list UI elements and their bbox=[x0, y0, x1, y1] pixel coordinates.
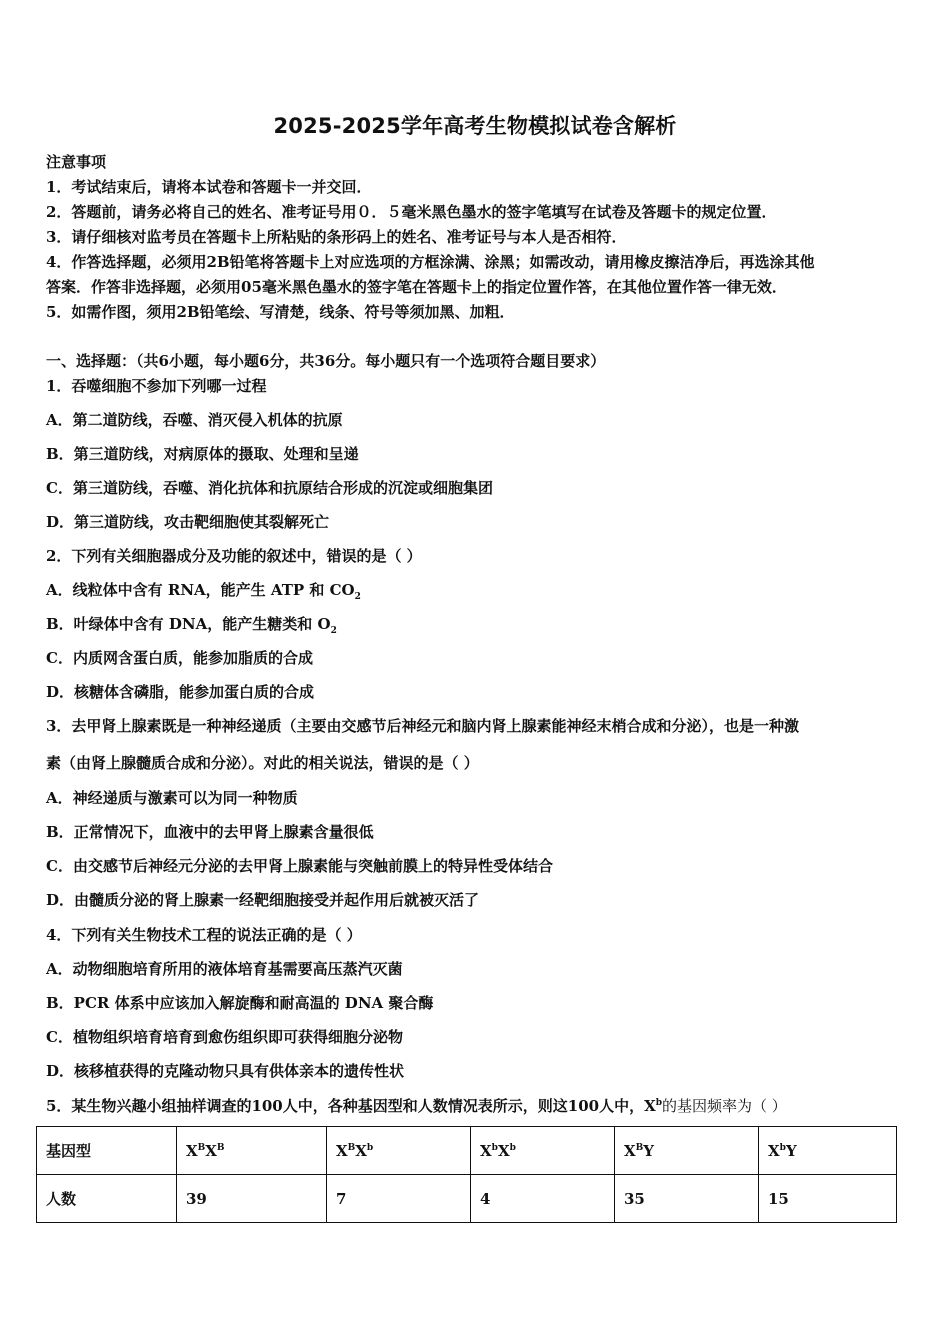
count-cell: 39 bbox=[177, 1175, 327, 1223]
question-3-option-d: D．由髓质分泌的肾上腺素一经靶细胞接受并起作用后就被灭活了 bbox=[46, 891, 480, 909]
note-item: 答案．作答非选择题，必须用05毫米黑色墨水的签字笔在答题卡上的指定位置作答，在其他位置作答一律无效． bbox=[46, 278, 787, 296]
note-item: 4．作答选择题，必须用2B铅笔将答题卡上对应选项的方框涂满、涂黑；如需改动，请用橡皮擦洁净后，再选涂其他 bbox=[46, 253, 815, 271]
question-1-option-d: D．第三道防线，攻击靶细胞使其裂解死亡 bbox=[46, 513, 330, 531]
question-3-option-c: C．由交感节后神经元分泌的去甲肾上腺素能与突触前膜上的特异性受体结合 bbox=[46, 857, 553, 875]
option-text: B．叶绿体中含有 DNA，能产生糖类和 O bbox=[46, 615, 331, 633]
option-text: A．线粒体中含有 RNA，能产生 ATP 和 CO bbox=[46, 581, 355, 599]
question-2-stem: 2．下列有关细胞器成分及功能的叙述中，错误的是（ ） bbox=[46, 547, 422, 565]
subscript: 2 bbox=[330, 626, 337, 636]
question-4-option-b: B．PCR 体系中应该加入解旋酶和耐高温的 DNA 聚合酶 bbox=[46, 994, 434, 1012]
question-1-stem: 1．吞噬细胞不参加下列哪一过程 bbox=[46, 377, 267, 395]
question-2-option-b bbox=[46, 614, 337, 634]
question-5-stem bbox=[46, 1096, 787, 1116]
table-row bbox=[37, 1175, 897, 1223]
genotype-cell: $X^BX^B$ bbox=[177, 1127, 327, 1175]
section-heading: 一、选择题：（共6小题，每小题6分，共36分。每小题只有一个选项符合题目要求） bbox=[46, 352, 606, 370]
page-title: 2025-2025学年高考生物模拟试卷含解析 bbox=[273, 114, 677, 138]
table-row bbox=[37, 1127, 897, 1175]
count-cell: 4 bbox=[471, 1175, 615, 1223]
question-1-option-a: A．第二道防线，吞噬、消灭侵入机体的抗原 bbox=[46, 411, 343, 429]
question-4-stem: 4．下列有关生物技术工程的说法正确的是（ ） bbox=[46, 926, 362, 944]
genotype-cell: $X^bX^b$ bbox=[471, 1127, 615, 1175]
stem-text: 的基因频率为（ ） bbox=[662, 1097, 787, 1115]
question-2-option-c: C．内质网含蛋白质，能参加脂质的合成 bbox=[46, 649, 313, 667]
question-4-option-d: D．核移植获得的克隆动物只具有供体亲本的遗传性状 bbox=[46, 1062, 405, 1080]
question-1-option-c: C．第三道防线，吞噬、消化抗体和抗原结合形成的沉淀或细胞集团 bbox=[46, 479, 493, 497]
question-3-option-b: B．正常情况下，血液中的去甲肾上腺素含量很低 bbox=[46, 823, 374, 841]
notes-heading: 注意事项 bbox=[46, 153, 107, 171]
genotype-cell: $X^bY$ bbox=[759, 1127, 897, 1175]
question-1-option-b: B．第三道防线，对病原体的摄取、处理和呈递 bbox=[46, 445, 359, 463]
genotype-cell: $X^BY$ bbox=[615, 1127, 759, 1175]
note-item: 3．请仔细核对监考员在答题卡上所粘贴的条形码上的姓名、准考证号与本人是否相符． bbox=[46, 228, 627, 246]
subscript: 2 bbox=[354, 592, 361, 602]
note-item: 1．考试结束后，请将本试卷和答题卡一并交回． bbox=[46, 178, 372, 196]
count-cell: 15 bbox=[759, 1175, 897, 1223]
stem-text: 5．某生物兴趣小组抽样调查的100人中，各种基因型和人数情况表所示，则这100人中，X bbox=[46, 1097, 656, 1115]
genotype-cell: $X^BX^b$ bbox=[327, 1127, 471, 1175]
question-4-option-c: C．植物组织培育培育到愈伤组织即可获得细胞分泌物 bbox=[46, 1028, 403, 1046]
question-3-stem-line1: 3．去甲肾上腺素既是一种神经递质（主要由交感节后神经元和脑内肾上腺素能神经末梢合成和分泌），也是一种激 bbox=[46, 717, 799, 735]
question-2-option-a bbox=[46, 580, 361, 600]
question-3-stem-line2: 素（由肾上腺髓质合成和分泌）。对此的相关说法，错误的是（ ） bbox=[46, 754, 479, 772]
note-item: 2．答题前，请务必将自己的姓名、准考证号用０．５毫米黑色墨水的签字笔填写在试卷及答题卡的规定位置． bbox=[46, 203, 777, 221]
question-3-option-a: A．神经递质与激素可以为同一种物质 bbox=[46, 789, 298, 807]
superscript: b bbox=[655, 1098, 662, 1108]
genotype-table bbox=[36, 1126, 897, 1223]
note-item: 5．如需作图，须用2B铅笔绘、写清楚，线条、符号等须加黑、加粗． bbox=[46, 303, 515, 321]
table-header-cell: 人数 bbox=[37, 1175, 177, 1223]
table-header-cell: 基因型 bbox=[37, 1127, 177, 1175]
count-cell: 7 bbox=[327, 1175, 471, 1223]
count-cell: 35 bbox=[615, 1175, 759, 1223]
question-4-option-a: A．动物细胞培育所用的液体培育基需要高压蒸汽灭菌 bbox=[46, 960, 403, 978]
question-2-option-d: D．核糖体含磷脂，能参加蛋白质的合成 bbox=[46, 683, 315, 701]
